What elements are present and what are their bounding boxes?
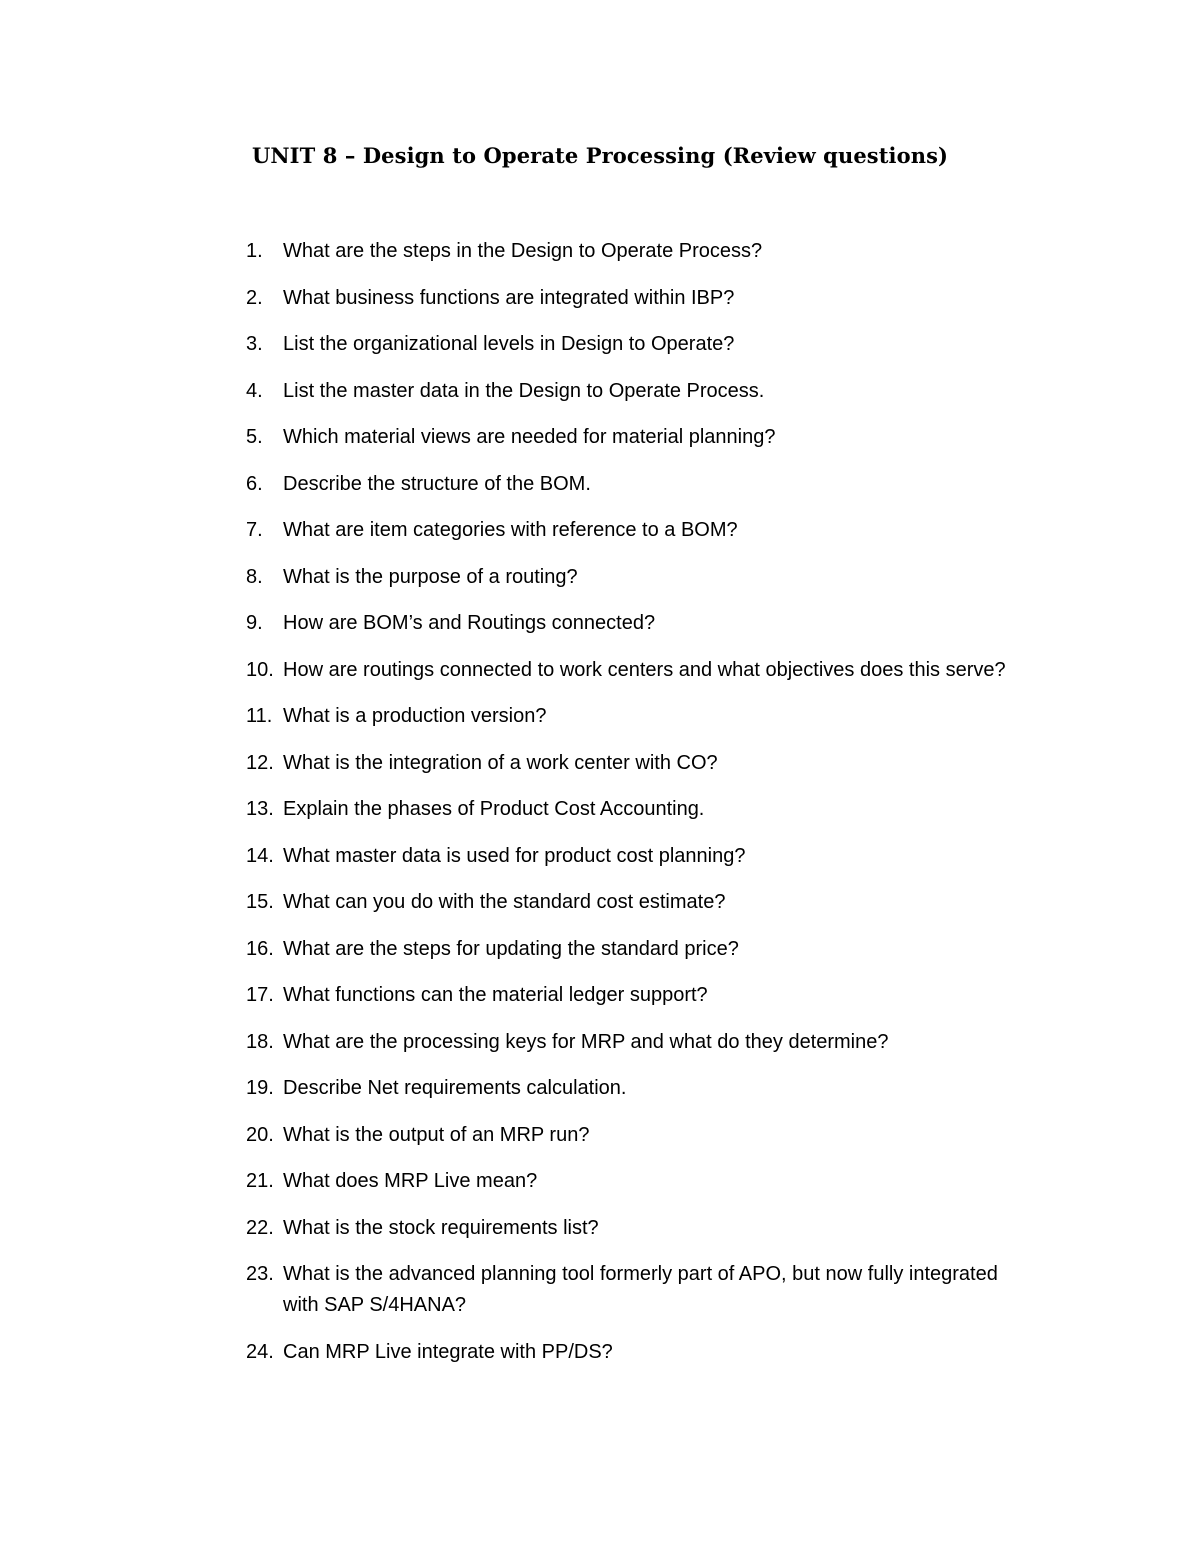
question-item <box>246 1166 1016 1197</box>
question-text: What does MRP Live mean? <box>283 1170 538 1192</box>
question-item <box>246 794 1016 825</box>
question-number: 9. <box>246 612 263 634</box>
question-number: 12. <box>246 751 274 774</box>
question-item <box>246 469 1016 500</box>
question-item <box>246 934 1016 965</box>
question-number: 23. <box>246 1263 274 1285</box>
question-number: 16. <box>246 937 274 960</box>
question-text: What are the processing keys for MRP and what do they determine? <box>283 1030 889 1053</box>
question-item <box>246 887 1016 918</box>
question-number: 17. <box>246 984 274 1006</box>
question-item <box>246 1027 1016 1058</box>
question-number: 14. <box>246 844 274 867</box>
question-item <box>246 1337 1016 1368</box>
question-text: Explain the phases of Product Cost Accounting. <box>283 798 705 820</box>
question-text: Can MRP Live integrate with PP/DS? <box>283 1340 613 1363</box>
question-item <box>246 1259 1016 1321</box>
question-text: What master data is used for product cost planning? <box>283 844 746 867</box>
question-text: What is the stock requirements list? <box>283 1216 599 1239</box>
question-number: 2. <box>246 286 263 309</box>
question-number: 24. <box>246 1340 274 1363</box>
question-item <box>246 376 1016 407</box>
question-text: Describe Net requirements calculation. <box>283 1077 627 1099</box>
question-item <box>246 748 1016 779</box>
question-item <box>246 1213 1016 1244</box>
question-item <box>246 655 1016 686</box>
question-item <box>246 515 1016 546</box>
question-text: What are item categories with reference to a BOM? <box>283 519 738 541</box>
question-item <box>246 236 1016 267</box>
question-item <box>246 608 1016 639</box>
question-number: 22. <box>246 1216 274 1239</box>
question-number: 11. <box>246 705 273 727</box>
question-text: What is the purpose of a routing? <box>283 565 578 588</box>
question-text: Describe the structure of the BOM. <box>283 472 591 495</box>
question-text: How are routings connected to work centers and what objectives does this serve? <box>283 658 1006 681</box>
question-item <box>246 1120 1016 1151</box>
question-list <box>246 236 1016 1383</box>
question-item <box>246 701 1016 732</box>
question-text: What business functions are integrated within IBP? <box>283 286 735 309</box>
question-text: What are the steps in the Design to Operate Process? <box>283 240 763 262</box>
question-number: 8. <box>246 565 263 588</box>
question-number: 1. <box>246 240 263 262</box>
document-title: UNIT 8 – Design to Operate Processing (Review questions) <box>251 143 949 168</box>
question-text: What is the advanced planning tool formerly part of APO, but now fully integrated with SAP S/4HANA? <box>283 1263 998 1316</box>
question-text: Which material views are needed for material planning? <box>283 426 776 448</box>
question-text: List the organizational levels in Design to Operate? <box>283 333 735 355</box>
question-text: What can you do with the standard cost estimate? <box>283 891 726 913</box>
question-number: 5. <box>246 426 263 448</box>
question-text: What functions can the material ledger support? <box>283 984 708 1006</box>
question-number: 19. <box>246 1077 274 1099</box>
question-number: 3. <box>246 333 263 355</box>
question-item <box>246 562 1016 593</box>
question-number: 10. <box>246 658 274 681</box>
question-item <box>246 329 1016 360</box>
question-number: 4. <box>246 379 263 402</box>
question-text: How are BOM’s and Routings connected? <box>283 612 656 634</box>
question-number: 21. <box>246 1170 274 1192</box>
question-number: 15. <box>246 891 274 913</box>
question-number: 7. <box>246 519 263 541</box>
question-item <box>246 841 1016 872</box>
question-text: List the master data in the Design to Operate Process. <box>283 379 765 402</box>
question-text: What are the steps for updating the standard price? <box>283 937 739 960</box>
question-item <box>246 1073 1016 1104</box>
question-number: 18. <box>246 1030 274 1053</box>
question-text: What is the integration of a work center with CO? <box>283 751 718 774</box>
question-text: What is the output of an MRP run? <box>283 1123 590 1146</box>
question-item <box>246 283 1016 314</box>
question-number: 20. <box>246 1123 274 1146</box>
question-number: 6. <box>246 472 263 495</box>
question-text: What is a production version? <box>283 705 547 727</box>
question-item <box>246 422 1016 453</box>
question-number: 13. <box>246 798 274 820</box>
question-item <box>246 980 1016 1011</box>
